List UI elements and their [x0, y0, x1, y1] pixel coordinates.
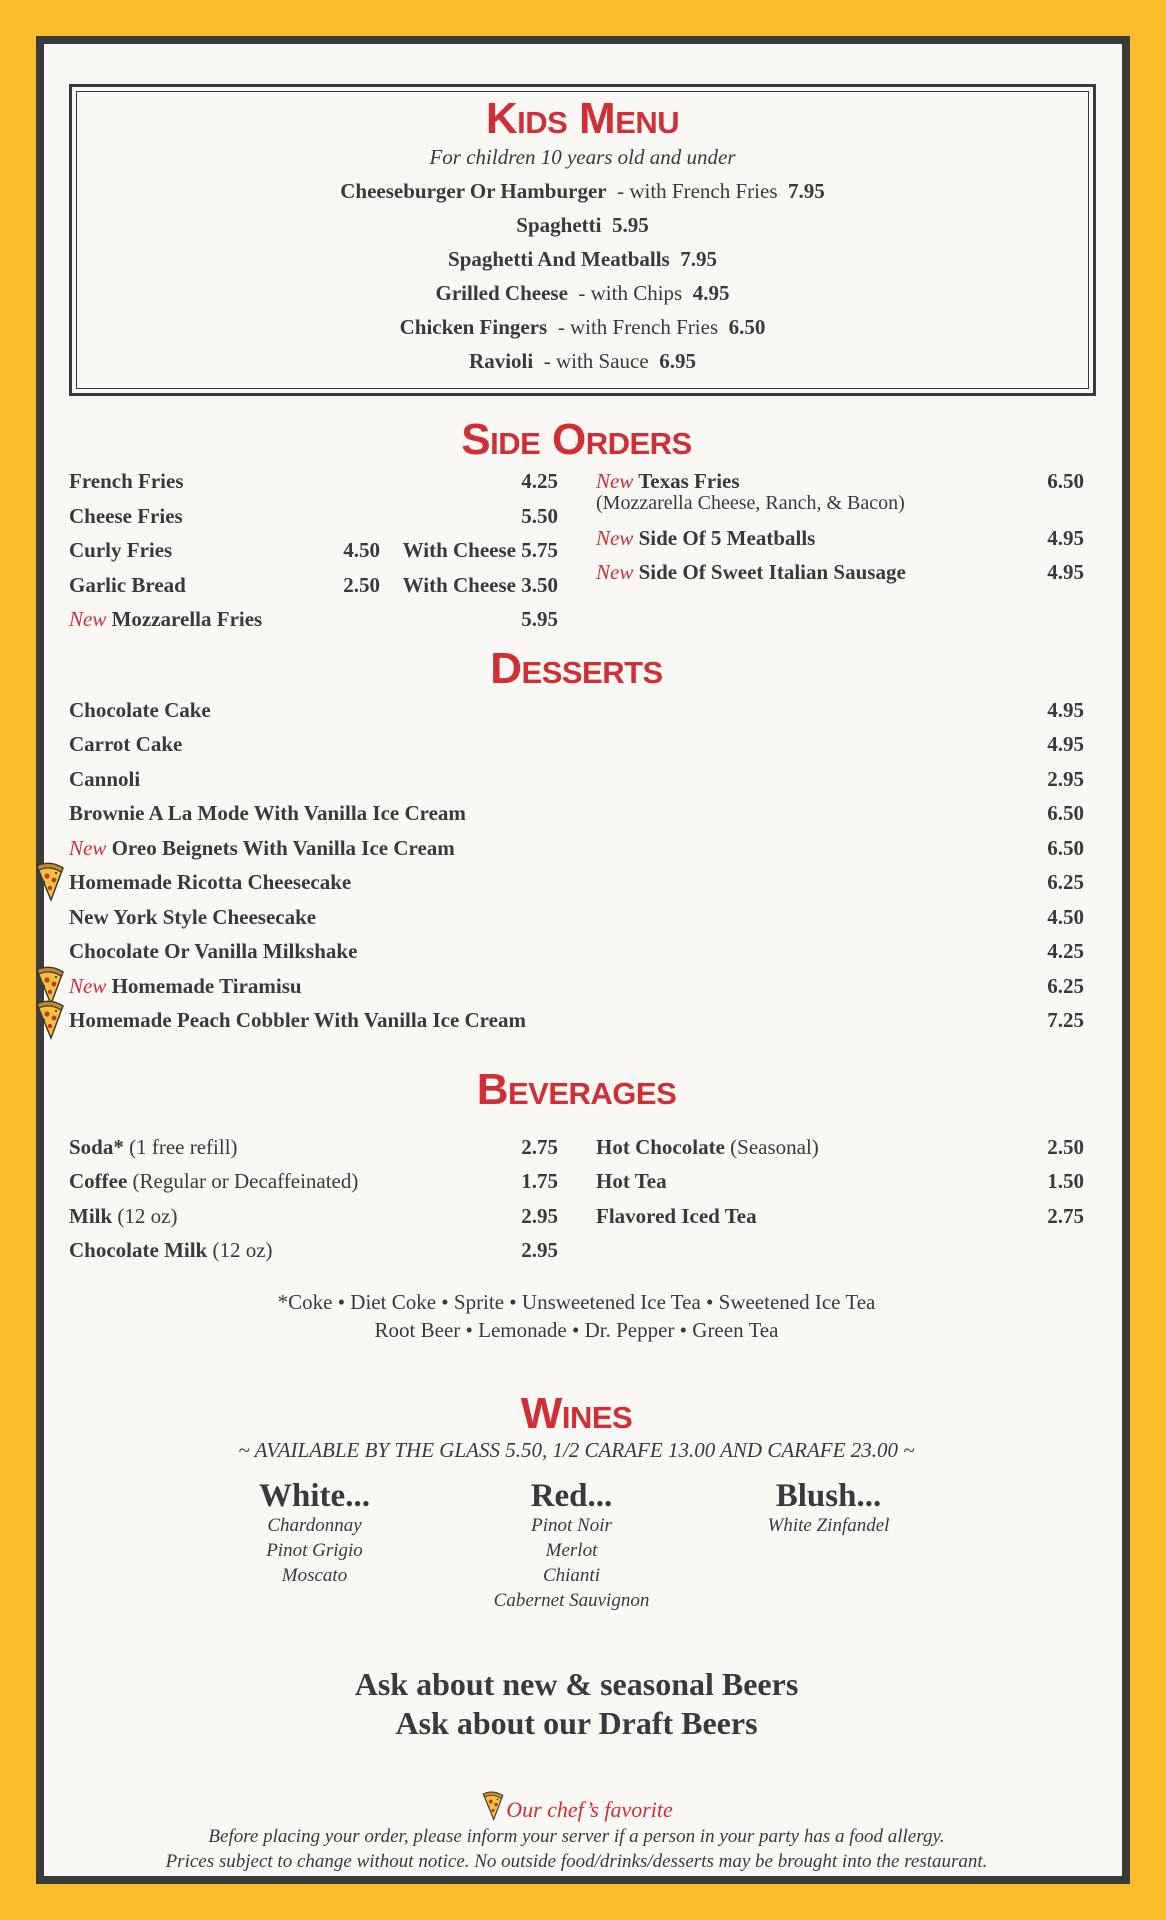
beverage-item: Coffee (Regular or Decaffeinated) 1.75 [69, 1169, 558, 1193]
wines-title: Wines [520, 1388, 633, 1438]
pizza-slice-icon [33, 1000, 67, 1040]
side-orders-left [69, 464, 558, 637]
wine-group-white: White... Chardonnay Pinot Grigio Moscato [259, 1477, 370, 1586]
side-item: New Side Of 5 Meatballs 4.95 [596, 525, 1084, 550]
desserts-title: Desserts [490, 643, 663, 693]
side-item: New Mozzarella Fries 5.95 [69, 607, 558, 631]
kids-menu-subtitle: For children 10 years old and under [429, 145, 736, 169]
beverages-title: Beverages [476, 1064, 677, 1114]
beverage-item: Soda* (1 free refill) 2.75 [69, 1134, 558, 1159]
kids-menu-title: Kids Menu [485, 94, 680, 143]
kids-item: Grilled Cheese - with Chips 4.95 [435, 281, 730, 305]
beverages-right [558, 1130, 1084, 1268]
beverage-item: Milk (12 oz) 2.95 [69, 1203, 558, 1228]
pizza-slice-icon [480, 1791, 506, 1821]
side-item: Cheese Fries 5.50 [69, 503, 558, 528]
beverage-item: Chocolate Milk (12 oz) 2.95 [69, 1238, 558, 1262]
kids-item: Chicken Fingers - with French Fries 6.50 [399, 315, 766, 339]
beverage-item: Hot Tea 1.50 [596, 1169, 1084, 1193]
dessert-item: Chocolate Or Vanilla Milkshake 4.25 [69, 939, 1084, 963]
beverage-item: Hot Chocolate (Seasonal) 2.50 [596, 1134, 1084, 1159]
kids-menu-box [69, 84, 1096, 396]
beer-notice: Ask about new & seasonal Beers Ask about our Draft Beers [354, 1665, 799, 1741]
dessert-item: Cannoli 2.95 [69, 766, 1084, 791]
side-item-note: (Mozzarella Cheese, Ranch, & Bacon) [596, 491, 905, 514]
desserts-list [69, 693, 1084, 1038]
wine-groups [59, 1479, 1084, 1613]
side-item: French Fries 4.25 [69, 469, 558, 493]
kids-item: Spaghetti And Meatballs 7.95 [448, 247, 717, 271]
dessert-item: New York Style Cheesecake 4.50 [69, 904, 1084, 929]
side-item: New Texas Fries 6.50 [596, 469, 1084, 493]
pizza-slice-icon [33, 862, 67, 902]
side-orders-title: Side Orders [461, 415, 692, 464]
footer [69, 1791, 1084, 1874]
dessert-item: Carrot Cake 4.95 [69, 732, 1084, 756]
allergy-notice: Before placing your order, please inform your server if a person in your party has a food allergy. [208, 1825, 945, 1847]
dessert-item: Homemade Peach Cobbler With Vanilla Ice Cream 7.25 [69, 1003, 1084, 1038]
wine-group-blush: Blush... White Zinfandel [767, 1477, 890, 1536]
chef-favorite-legend: Our chef’s favorite [69, 1791, 1084, 1824]
side-item: Curly Fries 4.50 With Cheese 5.75 [69, 538, 558, 562]
dessert-item: New Oreo Beignets With Vanilla Ice Cream 6.50 [69, 835, 1084, 860]
kids-item: Ravioli - with Sauce 6.95 [469, 349, 696, 373]
kids-item: Cheeseburger Or Hamburger - with French Fries 7.95 [340, 179, 825, 203]
wine-group-red: Red... Pinot Noir Merlot Chianti Cabernet Sauvignon [493, 1477, 650, 1611]
beverages-left [69, 1130, 558, 1268]
beverage-item: Flavored Iced Tea 2.75 [596, 1203, 1084, 1228]
side-orders-right [558, 464, 1084, 637]
dessert-item: Brownie A La Mode With Vanilla Ice Cream 6.50 [69, 801, 1084, 825]
wines-subtitle: ~ AVAILABLE BY THE GLASS 5.50, 1/2 CARAFE 13.00 AND CARAFE 23.00 ~ [238, 1437, 915, 1462]
menu-content [69, 84, 1084, 1874]
price-notice: Prices subject to change without notice. No outside food/drinks/desserts may be brought into the restaurant. [165, 1850, 988, 1872]
side-item: Garlic Bread 2.50 With Cheese 3.50 [69, 572, 558, 597]
side-item: New Side Of Sweet Italian Sausage 4.95 [596, 560, 1084, 584]
dessert-item: New Homemade Tiramisu 6.25 [69, 969, 1084, 1004]
kids-item: Spaghetti 5.95 [516, 213, 649, 237]
dessert-item: Homemade Ricotta Cheesecake 6.25 [69, 865, 1084, 900]
dessert-item: Chocolate Cake 4.95 [69, 697, 1084, 722]
soda-choices: *Coke • Diet Coke • Sprite • Unsweetened Ice Tea • Sweetened Ice Tea Root Beer • Lemonade • Dr. Pepper • Green Tea [277, 1289, 876, 1342]
